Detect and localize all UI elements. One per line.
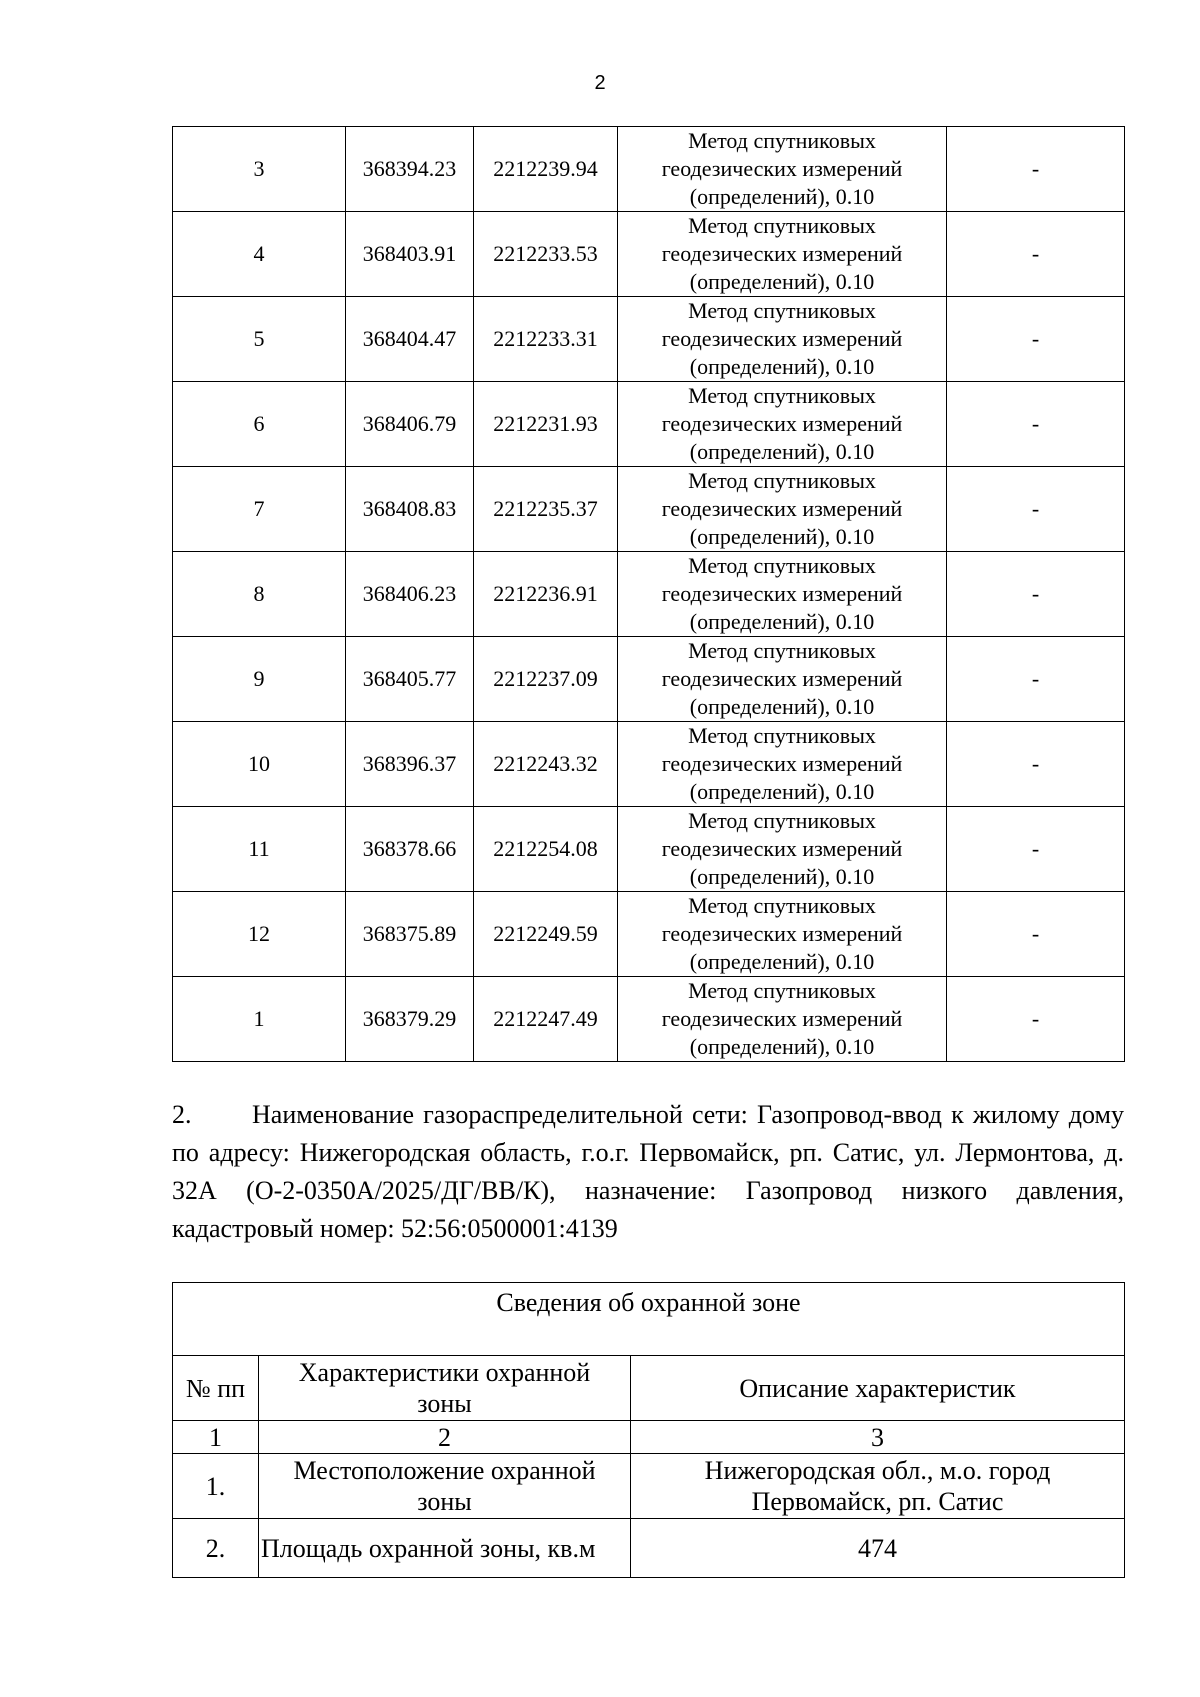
- point-number-cell: 7: [173, 467, 346, 552]
- y-coordinate-cell: 2212237.09: [474, 637, 618, 722]
- method-line: (определений), 0.10: [689, 694, 875, 719]
- method-line: (определений), 0.10: [689, 439, 875, 464]
- zone-column-number: 1: [173, 1421, 259, 1454]
- zone-column-number: 2: [259, 1421, 631, 1454]
- x-coordinate-cell: 368378.66: [346, 807, 474, 892]
- method-line: (определений), 0.10: [689, 609, 875, 634]
- coordinates-table: [172, 126, 1125, 1062]
- section-2-paragraph: [172, 1096, 1124, 1248]
- page-number: 2: [594, 72, 606, 94]
- note-cell: -: [947, 212, 1125, 297]
- zone-row-characteristic: Площадь охранной зоны, кв.м: [259, 1519, 631, 1578]
- y-coordinate-cell: 2212235.37: [474, 467, 618, 552]
- method-line: (определений), 0.10: [689, 864, 875, 889]
- method-cell: [618, 212, 947, 297]
- method-line: (определений), 0.10: [689, 949, 875, 974]
- method-cell: [618, 892, 947, 977]
- method-line: Метод спутниковых: [688, 553, 876, 578]
- method-line: (определений), 0.10: [689, 269, 875, 294]
- x-coordinate-cell: 368408.83: [346, 467, 474, 552]
- zone-description-line: Нижегородская обл., м.о. город: [704, 1456, 1051, 1485]
- point-number-cell: 10: [173, 722, 346, 807]
- x-coordinate-cell: 368406.79: [346, 382, 474, 467]
- x-coordinate-cell: 368406.23: [346, 552, 474, 637]
- protection-zone-table: [172, 1282, 1125, 1578]
- zone-header-description: Описание характеристик: [631, 1356, 1125, 1421]
- coordinate-row: [173, 637, 1125, 722]
- zone-header-characteristics: [259, 1356, 631, 1421]
- method-cell: [618, 297, 947, 382]
- y-coordinate-cell: 2212239.94: [474, 127, 618, 212]
- note-cell: -: [947, 297, 1125, 382]
- x-coordinate-cell: 368375.89: [346, 892, 474, 977]
- note-cell: -: [947, 722, 1125, 807]
- x-coordinate-cell: 368403.91: [346, 212, 474, 297]
- method-cell: [618, 127, 947, 212]
- method-cell: [618, 552, 947, 637]
- method-line: Метод спутниковых: [688, 468, 876, 493]
- zone-row: [173, 1454, 1125, 1519]
- method-line: геодезических измерений: [661, 666, 903, 691]
- method-line: геодезических измерений: [661, 326, 903, 351]
- zone-header-characteristics-line: Характеристики охранной: [298, 1358, 591, 1387]
- method-line: геодезических измерений: [661, 496, 903, 521]
- y-coordinate-cell: 2212243.32: [474, 722, 618, 807]
- method-line: (определений), 0.10: [689, 354, 875, 379]
- coordinate-row: [173, 212, 1125, 297]
- note-cell: -: [947, 977, 1125, 1062]
- note-cell: -: [947, 552, 1125, 637]
- method-line: Метод спутниковых: [688, 723, 876, 748]
- method-cell: [618, 467, 947, 552]
- point-number-cell: 1: [173, 977, 346, 1062]
- point-number-cell: 5: [173, 297, 346, 382]
- point-number-cell: 8: [173, 552, 346, 637]
- method-line: (определений), 0.10: [689, 779, 875, 804]
- method-line: (определений), 0.10: [689, 184, 875, 209]
- y-coordinate-cell: 2212247.49: [474, 977, 618, 1062]
- coordinates-table-body: [173, 127, 1125, 1062]
- coordinate-row: [173, 722, 1125, 807]
- method-line: геодезических измерений: [661, 241, 903, 266]
- coordinate-row: [173, 382, 1125, 467]
- method-cell: [618, 637, 947, 722]
- method-line: геодезических измерений: [661, 751, 903, 776]
- coordinate-row: [173, 977, 1125, 1062]
- coordinate-row: [173, 552, 1125, 637]
- coordinate-row: [173, 297, 1125, 382]
- point-number-cell: 4: [173, 212, 346, 297]
- coordinate-row: [173, 127, 1125, 212]
- note-cell: -: [947, 637, 1125, 722]
- y-coordinate-cell: 2212254.08: [474, 807, 618, 892]
- zone-characteristic-line: Местоположение охранной: [293, 1456, 596, 1485]
- zone-row-number: 1.: [173, 1454, 259, 1519]
- zone-header-number: № пп: [173, 1356, 259, 1421]
- y-coordinate-cell: 2212236.91: [474, 552, 618, 637]
- zone-table-title: Сведения об охранной зоне: [173, 1283, 1125, 1356]
- method-line: Метод спутниковых: [688, 298, 876, 323]
- x-coordinate-cell: 368405.77: [346, 637, 474, 722]
- point-number-cell: 11: [173, 807, 346, 892]
- y-coordinate-cell: 2212249.59: [474, 892, 618, 977]
- note-cell: -: [947, 892, 1125, 977]
- method-line: Метод спутниковых: [688, 638, 876, 663]
- y-coordinate-cell: 2212233.31: [474, 297, 618, 382]
- method-line: Метод спутниковых: [688, 213, 876, 238]
- zone-row-number: 2.: [173, 1519, 259, 1578]
- method-cell: [618, 807, 947, 892]
- zone-header-characteristics-line: зоны: [417, 1389, 472, 1418]
- method-line: Метод спутниковых: [688, 978, 876, 1003]
- x-coordinate-cell: 368404.47: [346, 297, 474, 382]
- method-line: геодезических измерений: [661, 411, 903, 436]
- coordinate-row: [173, 892, 1125, 977]
- y-coordinate-cell: 2212231.93: [474, 382, 618, 467]
- method-line: геодезических измерений: [661, 921, 903, 946]
- coordinate-row: [173, 807, 1125, 892]
- x-coordinate-cell: 368394.23: [346, 127, 474, 212]
- method-line: Метод спутниковых: [688, 893, 876, 918]
- coordinate-row: [173, 467, 1125, 552]
- method-cell: [618, 722, 947, 807]
- x-coordinate-cell: 368396.37: [346, 722, 474, 807]
- point-number-cell: 3: [173, 127, 346, 212]
- note-cell: -: [947, 807, 1125, 892]
- zone-row-description: [631, 1454, 1125, 1519]
- note-cell: -: [947, 127, 1125, 212]
- zone-column-number: 3: [631, 1421, 1125, 1454]
- zone-row-characteristic: [259, 1454, 631, 1519]
- zone-description-line: Первомайск, рп. Сатис: [751, 1487, 1004, 1516]
- method-cell: [618, 977, 947, 1062]
- note-cell: -: [947, 382, 1125, 467]
- point-number-cell: 9: [173, 637, 346, 722]
- method-line: Метод спутниковых: [688, 808, 876, 833]
- zone-row: [173, 1519, 1125, 1578]
- method-line: геодезических измерений: [661, 1006, 903, 1031]
- method-line: Метод спутниковых: [688, 128, 876, 153]
- y-coordinate-cell: 2212233.53: [474, 212, 618, 297]
- section-2-number: 2.: [172, 1100, 192, 1129]
- method-line: (определений), 0.10: [689, 524, 875, 549]
- zone-row-description: 474: [631, 1519, 1125, 1578]
- method-cell: [618, 382, 947, 467]
- point-number-cell: 12: [173, 892, 346, 977]
- method-line: (определений), 0.10: [689, 1034, 875, 1059]
- note-cell: -: [947, 467, 1125, 552]
- point-number-cell: 6: [173, 382, 346, 467]
- zone-characteristic-line: зоны: [417, 1487, 472, 1516]
- method-line: геодезических измерений: [661, 581, 903, 606]
- section-2-text: Наименование газораспределительной сети: Газопровод-ввод к жилому дому по адресу: Нижегородская область, г.о.г. Первомайск, рп. Сатис, ул. Лермонтова, д. 32А (О-2-0350А/2025/ДГ/ВВ/К), назначение: Газопровод низкого давления, кадастровый номер: 52:56:0500001:4139: [172, 1100, 1124, 1243]
- x-coordinate-cell: 368379.29: [346, 977, 474, 1062]
- method-line: геодезических измерений: [661, 156, 903, 181]
- method-line: Метод спутниковых: [688, 383, 876, 408]
- method-line: геодезических измерений: [661, 836, 903, 861]
